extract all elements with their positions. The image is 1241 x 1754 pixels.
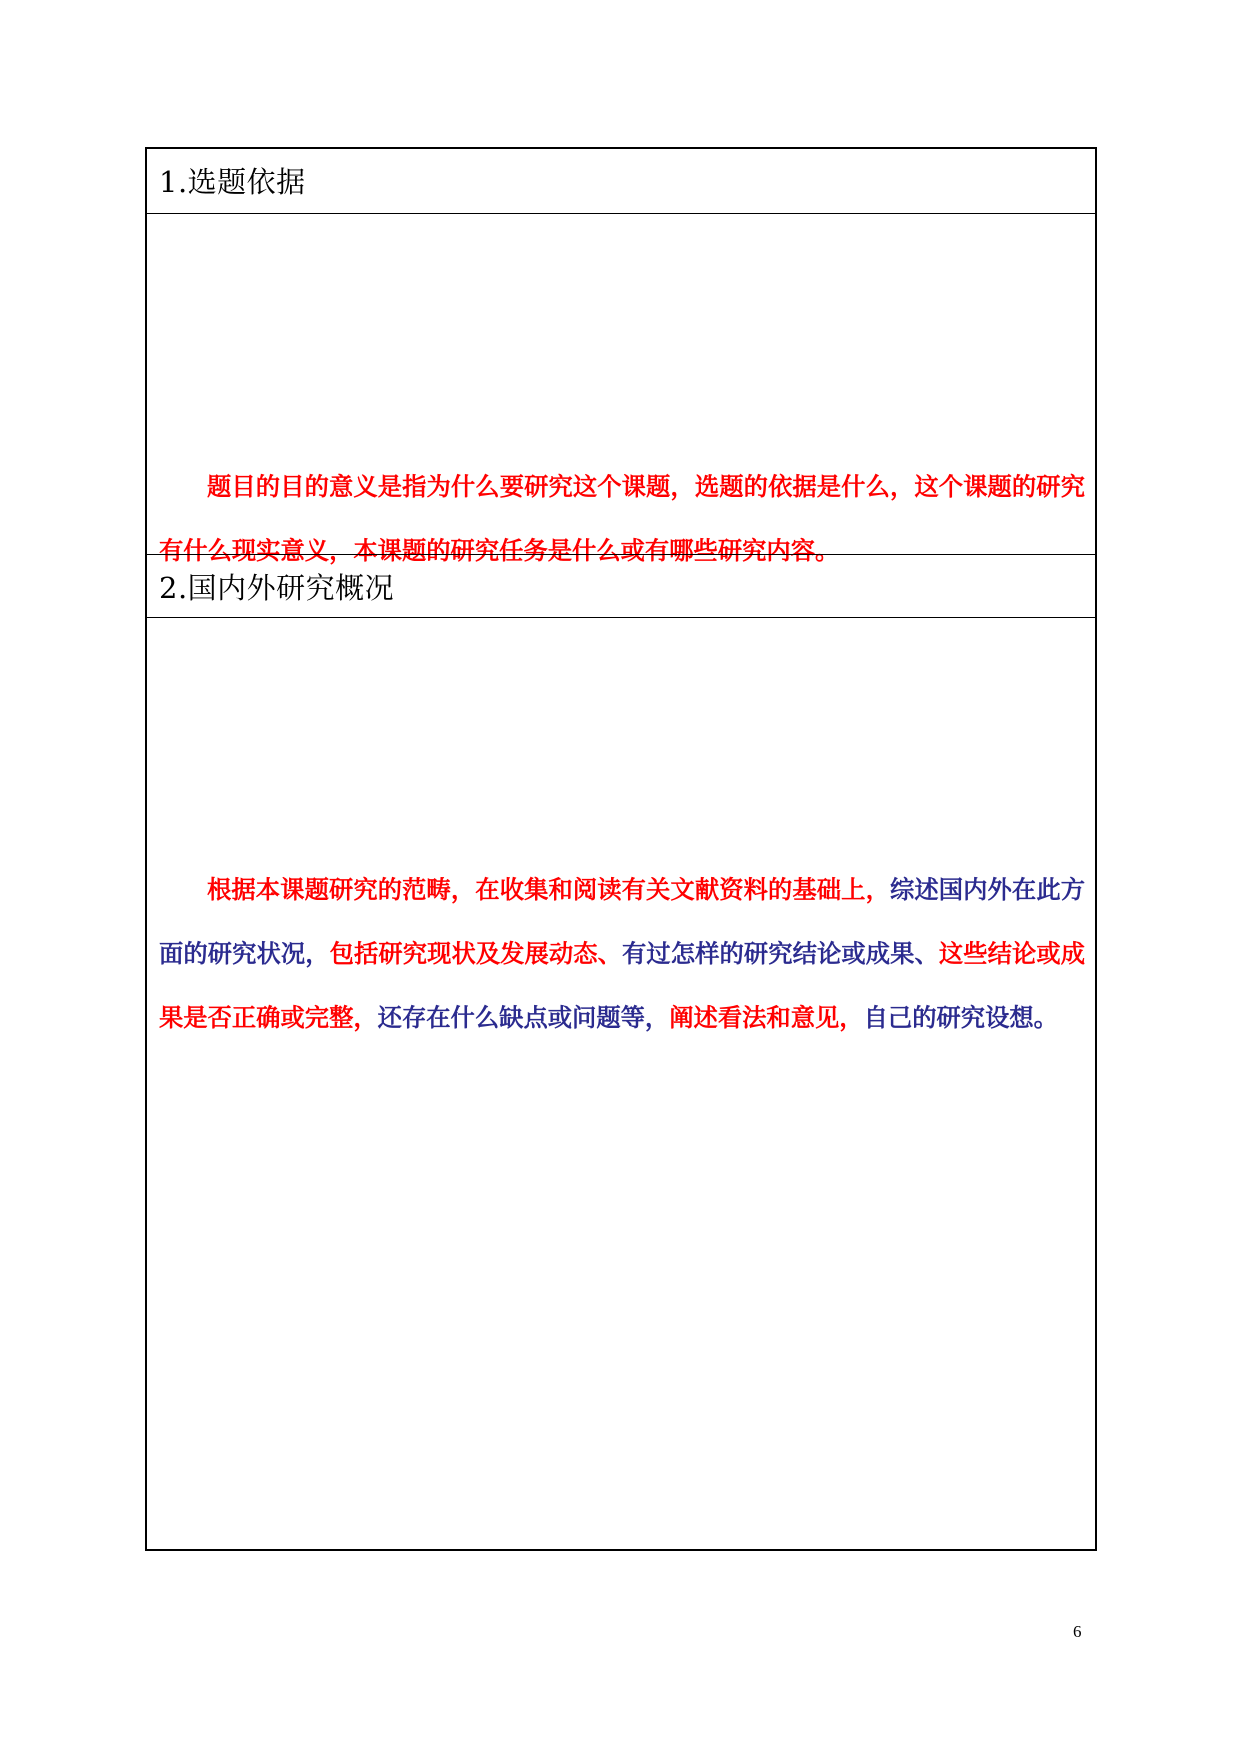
paragraph-segment: 根据本课题研究的范畴，在收集和阅读有关文献资料的基础上， [207,875,890,904]
paragraph-segment: 包括研究现状及发展动态、 [329,939,623,968]
paragraph-segment: 综述国内外在此方面的研究状况， [159,875,1086,968]
paragraph-segment: 有过怎样的研究结论或成果、 [622,939,939,968]
row-divider [147,554,1095,555]
paragraph-segment: 题目的目的意义是指为什么要研究这个课题，选题的依据是什么，这个课题的研究有什么现实意义，本课题的研究任务是什么或有哪些研究内容。 [159,472,1085,565]
paragraph-segment: 还存在什么缺点或问题等， [377,1003,670,1032]
paragraph-segment: 阐述看法和意见， [669,1003,864,1032]
paragraph-segment: 这些结论或成果是否正确或完整， [159,939,1086,1032]
page-number: 6 [1073,1622,1082,1641]
section-heading-research-overview: 2.国内外研究概况 [159,571,395,605]
topic-basis-paragraph [159,455,1085,583]
row-divider [147,213,1095,214]
section-heading-topic-basis: 1.选题依据 [159,165,306,199]
research-overview-paragraph [159,858,1085,1050]
row-divider [147,617,1095,618]
proposal-form-table [145,147,1097,1551]
paragraph-segment: 自己的研究设想。 [863,1003,1058,1032]
